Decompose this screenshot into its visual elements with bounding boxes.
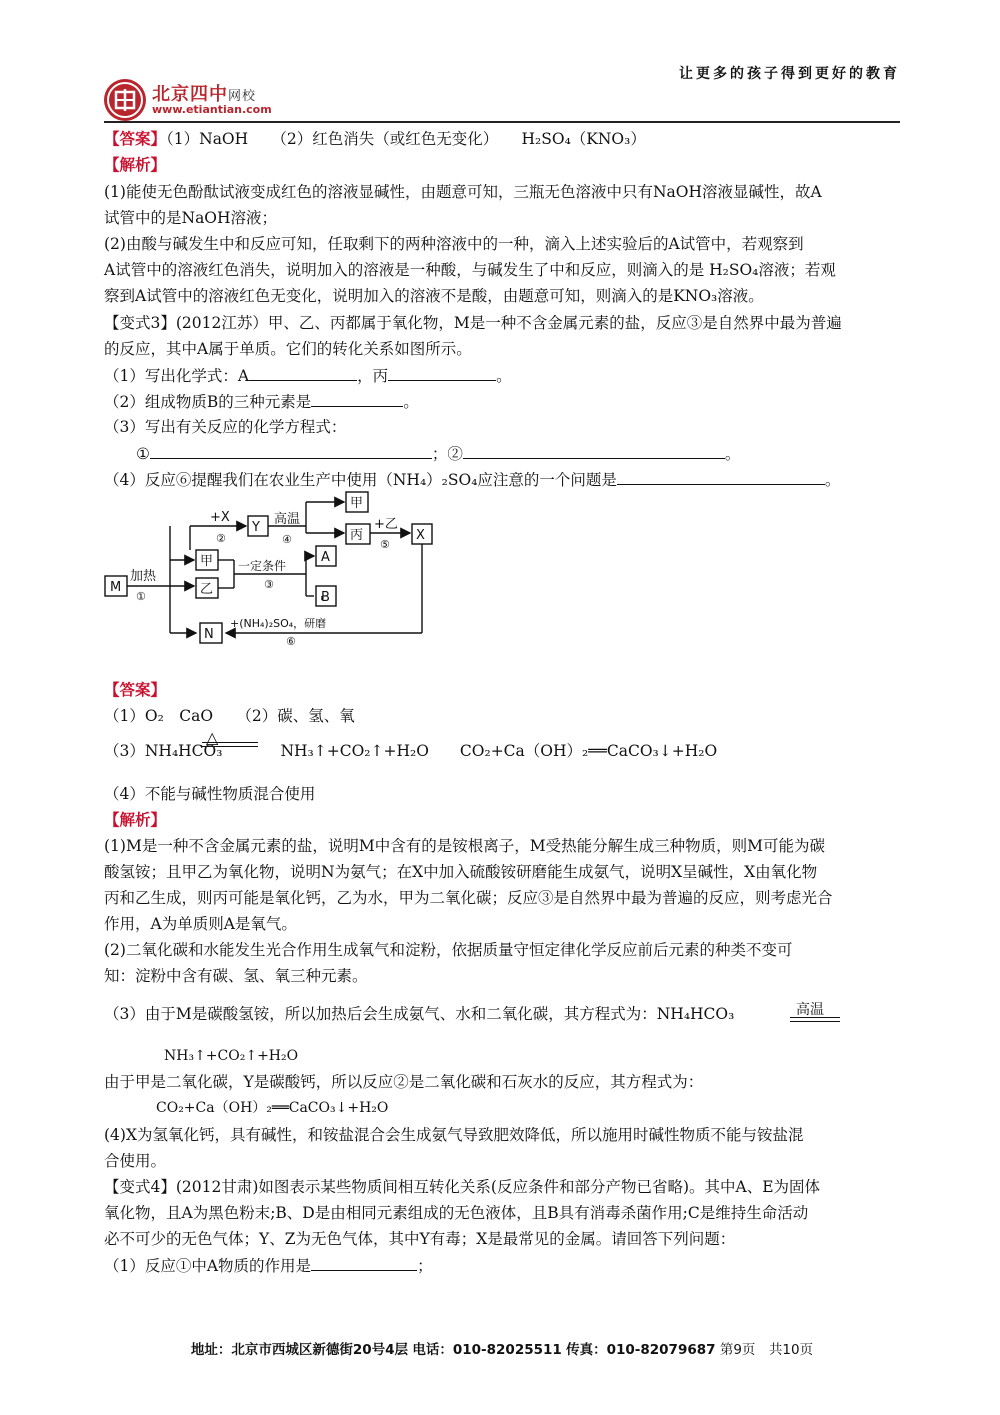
label-Y: Y [252,520,260,535]
blank-A[interactable] [249,364,357,381]
label-A: A [321,550,330,565]
eq-double-bar-2 [790,1017,840,1022]
q2-analysis-line: 试管中的是NaOH溶液； [104,209,278,227]
header-divider [104,121,900,123]
q2-analysis-line: (2)由酸与碱发生中和反应可知，任取剩下的两种溶液中的一种，滴入上述实验后的A试管中，若观察到 [104,235,804,253]
label-c6: ⑥ [286,635,296,648]
blank-eq1[interactable] [150,442,432,459]
v3-q3: （3）写出有关反应的化学方程式： [104,418,347,436]
label-c1: ① [136,590,146,603]
logo-emblem [104,79,146,121]
blank-eq2[interactable] [463,442,725,459]
v4-stem-line: 氧化物，且A为黑色粉末;B、D是由相同元素组成的无色液体，且B具有消毒杀菌作用;C是维持生命活动 [104,1204,809,1222]
v3-a4-line: (4)X为氢氧化钙，具有碱性，和铵盐混合会生成氨气导致肥效降低，所以施用时碱性物质不能与铵盐混 [104,1126,804,1144]
header-slogan: 让更多的孩子得到更好的教育 [679,66,900,82]
label-c3: ③ [264,578,274,591]
logo-url: www.etiantian.com [152,103,272,116]
v3-analysis-label: 【解析】 [104,810,167,829]
label-plusYi: +乙 [374,517,398,532]
v4-stem-line: 必不可少的无色气体；Y、Z为无色气体，其中Y有毒；X是最常见的金属。请回答下列问题： [104,1230,736,1248]
label-bing: 丙 [350,528,364,543]
label-plusX: +X [210,510,230,525]
label-yiding: 一定条件 [238,559,287,573]
v3-q4: （4）反应⑥提醒我们在农业生产中使用（NH₄）₂SO₄应注意的一个问题是 。 [104,468,900,491]
v3-analysis-line: (2)二氧化碳和水能发生光合作用生成氧气和淀粉，依据质量守恒定律化学反应前后元素的种类不变可 [104,941,793,959]
v3-analysis-line: (1)M是一种不含金属元素的盐，说明M中含有的是铵根离子，M受热能分解生成三种物质，则M可能为碳 [104,837,825,855]
label-c2: ② [216,532,226,545]
v3-analysis-line: 丙和乙生成，则丙可能是氧化钙，乙为水，甲为二氧化碳；反应③是自然界中最为普遍的反应，则考虑光合 [104,889,833,907]
label-c5: ⑤ [380,538,390,551]
label-yi: 乙 [200,582,214,597]
label-jia: 甲 [200,554,214,569]
blank-v4-q1[interactable] [311,1254,417,1271]
label-X: X [416,528,425,543]
q2-answer: 【答案】（1）NaOH （2）红色消失（或红色无变化） H₂SO₄（KNO₃） [104,129,646,148]
page-footer: 地址：北京市西城区新德街20号4层 电话：010-82025511 传真：010-82079687 第9页 共10页 [190,1342,814,1358]
v3-analysis-line: 知：淀粉中含有碳、氢、氧三种元素。 [104,967,368,985]
v3-ans4: （4）不能与碱性物质混合使用 [104,785,316,803]
v3-q1: （1）写出化学式：A ，丙 。 [104,364,900,387]
blank-B-elements[interactable] [311,390,403,407]
v3-a3-line: （3）由于M是碳酸氢铵，所以加热后会生成氨气、水和二氧化碳，其方程式为：NH₄HCO₃ [104,1005,735,1023]
v3-ans1: （1）O₂ CaO （2）碳、氢、氧 [104,707,355,725]
label-gaowen: 高温 [274,512,301,527]
v3-a3-eq2: CO₂+Ca（OH）₂══CaCO₃↓+H₂O [156,1100,389,1116]
blank-q4[interactable] [617,468,825,485]
v3-analysis-line: 作用，A为单质则A是氧气。 [104,915,297,933]
label-heat: 加热 [130,569,157,584]
v3-answer-label: 【答案】 [104,680,167,699]
v3-stem-line: 【变式3】(2012江苏）甲、乙、丙都属于氧化物，M是一种不含金属元素的盐，反应③是自然界中最为普遍 [104,314,842,332]
label-jia-top: 甲 [350,496,364,511]
v3-a3-line2: 由于甲是二氧化碳，Y是碳酸钙，所以反应②是二氧化碳和石灰水的反应，其方程式为： [104,1073,704,1091]
label-B: B [321,590,330,605]
q2-analysis-line: A试管中的溶液红色消失，说明加入的溶液是一种酸，与碱发生了中和反应，则滴入的是 H₂SO₄溶液；若观 [104,261,836,279]
logo-icon [104,79,146,121]
v3-analysis-line: 酸氢铵；且甲乙为氧化物，说明N为氨气；在X中加入硫酸铵研磨能生成氨气，说明X呈碱性，X由氧化物 [104,863,818,881]
gaowen-condition: 高温 [796,1002,824,1018]
v3-q2: （2）组成物质B的三种元素是 。 [104,390,900,413]
v4-stem-line: 【变式4】(2012甘肃)如图表示某些物质间相互转化关系(反应条件和部分产物已省略)。其中A、E为固体 [104,1178,821,1196]
logo-text: 北京四中网校 [152,84,257,105]
label-N: N [204,627,214,642]
v3-stem-line: 的反应，其中A属于单质。它们的转化关系如图所示。 [104,340,472,358]
label-c4: ④ [282,533,292,546]
q2-analysis-line: (1)能使无色酚酞试液变成红色的溶液显碱性，由题意可知，三瓶无色溶液中只有NaOH溶液显碱性，故A [104,183,822,201]
v4-q1: （1）反应①中A物质的作用是 ； [104,1254,900,1277]
label-M: M [110,580,122,595]
label-nh4: +(NH₄)₂SO₄，研磨 [230,617,327,630]
q2-analysis-label: 【解析】 [104,155,167,174]
q2-analysis-line: 察到A试管中的溶液红色无变化，说明加入的溶液不是酸，由题意可知，则滴入的是KNO₃溶液。 [104,287,764,305]
heat-symbol: △ [206,728,219,747]
blank-bing[interactable] [388,364,496,381]
v3-ans3: （3）NH₄HCO₃ NH₃↑+CO₂↑+H₂O CO₂+Ca（OH）₂══CaCO₃↓+H₂O [104,742,718,760]
v3-a4-line: 合使用。 [104,1152,167,1170]
page-number: 第9页 共10页 [719,1342,814,1358]
reaction-flow-diagram [100,488,440,658]
v3-a3-products: NH₃↑+CO₂↑+H₂O [164,1048,299,1064]
v3-q3-blanks: ① ；② 。 [136,442,932,465]
